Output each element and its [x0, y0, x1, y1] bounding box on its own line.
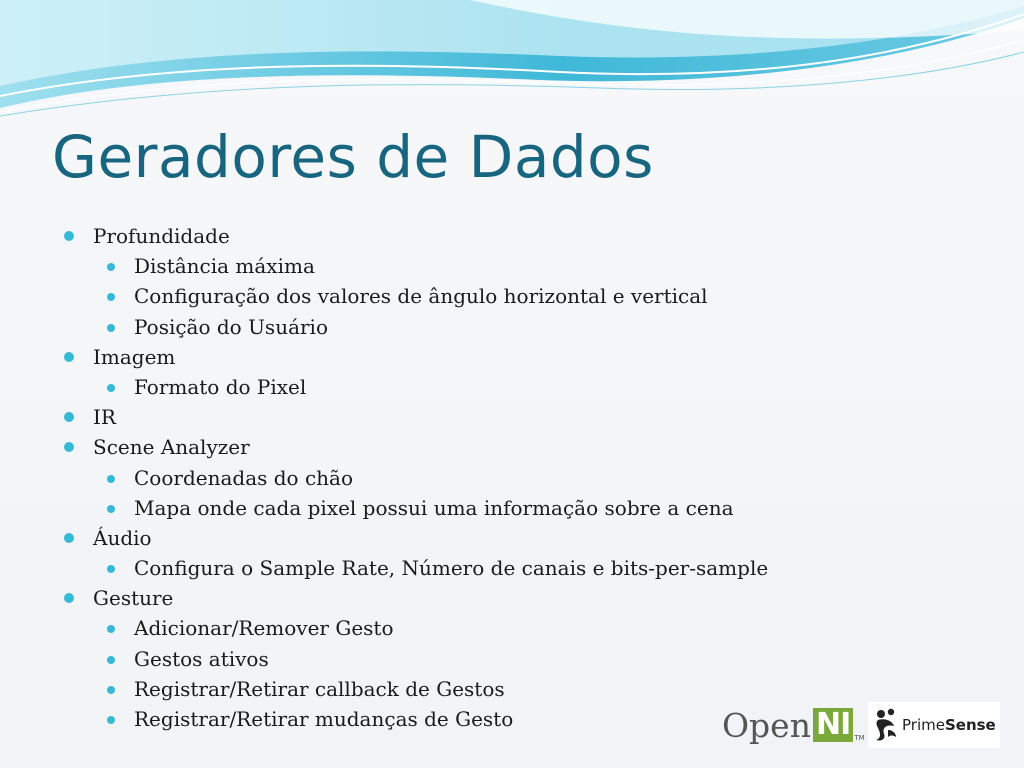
- sub-bullet-item: [62, 493, 768, 523]
- bullet-text: Configuração dos valores de ângulo horizontal e vertical: [134, 284, 708, 309]
- bullet-text: Profundidade: [93, 224, 230, 248]
- bullet-dot-icon: [107, 293, 115, 301]
- sub-bullet-item: [62, 644, 768, 674]
- bullet-dot-icon: [64, 442, 74, 452]
- bullet-list: [62, 221, 768, 734]
- sub-bullet-item: [62, 463, 768, 493]
- bullet-text: Configura o Sample Rate, Número de canais e bits-per-sample: [134, 556, 769, 581]
- bullet-dot-icon: [107, 324, 115, 332]
- bullet-dot-icon: [107, 625, 115, 633]
- sub-bullet-item: [62, 312, 768, 342]
- bullet-text: Scene Analyzer: [93, 435, 250, 460]
- bullet-item: [62, 342, 768, 372]
- primesense-figure-icon: [872, 706, 900, 744]
- bullet-text: Mapa onde cada pixel possui uma informação sobre a cena: [134, 495, 734, 520]
- openni-logo: [722, 702, 865, 748]
- sub-bullet-item: [62, 372, 768, 402]
- bullet-text: Distância máxima: [134, 254, 315, 279]
- sub-bullet-item: [62, 251, 768, 281]
- bullet-dot-icon: [107, 565, 115, 573]
- sub-bullet-item: [62, 281, 768, 311]
- primesense-prime: Prime: [902, 716, 945, 734]
- bullet-item: [62, 221, 768, 251]
- bullet-dot-icon: [64, 231, 74, 241]
- bullet-text: Gestos ativos: [134, 646, 269, 671]
- bullet-dot-icon: [107, 384, 115, 392]
- bullet-dot-icon: [64, 412, 74, 422]
- bullet-text: Formato do Pixel: [134, 374, 307, 399]
- bullet-text: Áudio: [93, 525, 152, 550]
- openni-logo-tm: TM: [854, 734, 865, 742]
- logo-area: [722, 702, 1012, 752]
- primesense-wordmark: [902, 716, 996, 734]
- bullet-text: Posição do Usuário: [134, 314, 328, 339]
- header-wave-decoration: [0, 0, 1024, 130]
- sub-bullet-item: [62, 674, 768, 704]
- bullet-item: [62, 432, 768, 462]
- primesense-sense: Sense: [944, 716, 996, 734]
- bullet-dot-icon: [107, 263, 115, 271]
- openni-logo-ni: NI: [813, 708, 853, 742]
- bullet-dot-icon: [64, 593, 74, 603]
- bullet-text: Registrar/Retirar callback de Gestos: [134, 676, 505, 701]
- bullet-text: Imagem: [93, 344, 176, 369]
- bullet-dot-icon: [107, 716, 115, 724]
- sub-bullet-item: [62, 553, 768, 583]
- sub-bullet-item: [62, 613, 768, 643]
- primesense-logo: [868, 702, 1000, 748]
- bullet-dot-icon: [107, 505, 115, 513]
- bullet-item: [62, 583, 768, 613]
- bullet-item: [62, 523, 768, 553]
- slide-title: Geradores de Dados: [52, 123, 654, 191]
- bullet-text: Gesture: [93, 586, 174, 611]
- bullet-text: Adicionar/Remover Gesto: [134, 616, 394, 641]
- bullet-text: IR: [93, 405, 116, 430]
- bullet-text: Coordenadas do chão: [134, 465, 353, 490]
- bullet-dot-icon: [64, 352, 74, 362]
- bullet-dot-icon: [107, 686, 115, 694]
- bullet-item: [62, 402, 768, 432]
- openni-logo-open: Open: [722, 705, 811, 745]
- bullet-dot-icon: [107, 656, 115, 664]
- sub-bullet-item: [62, 704, 768, 734]
- bullet-dot-icon: [107, 475, 115, 483]
- bullet-dot-icon: [64, 533, 74, 543]
- bullet-text: Registrar/Retirar mudanças de Gesto: [134, 707, 514, 731]
